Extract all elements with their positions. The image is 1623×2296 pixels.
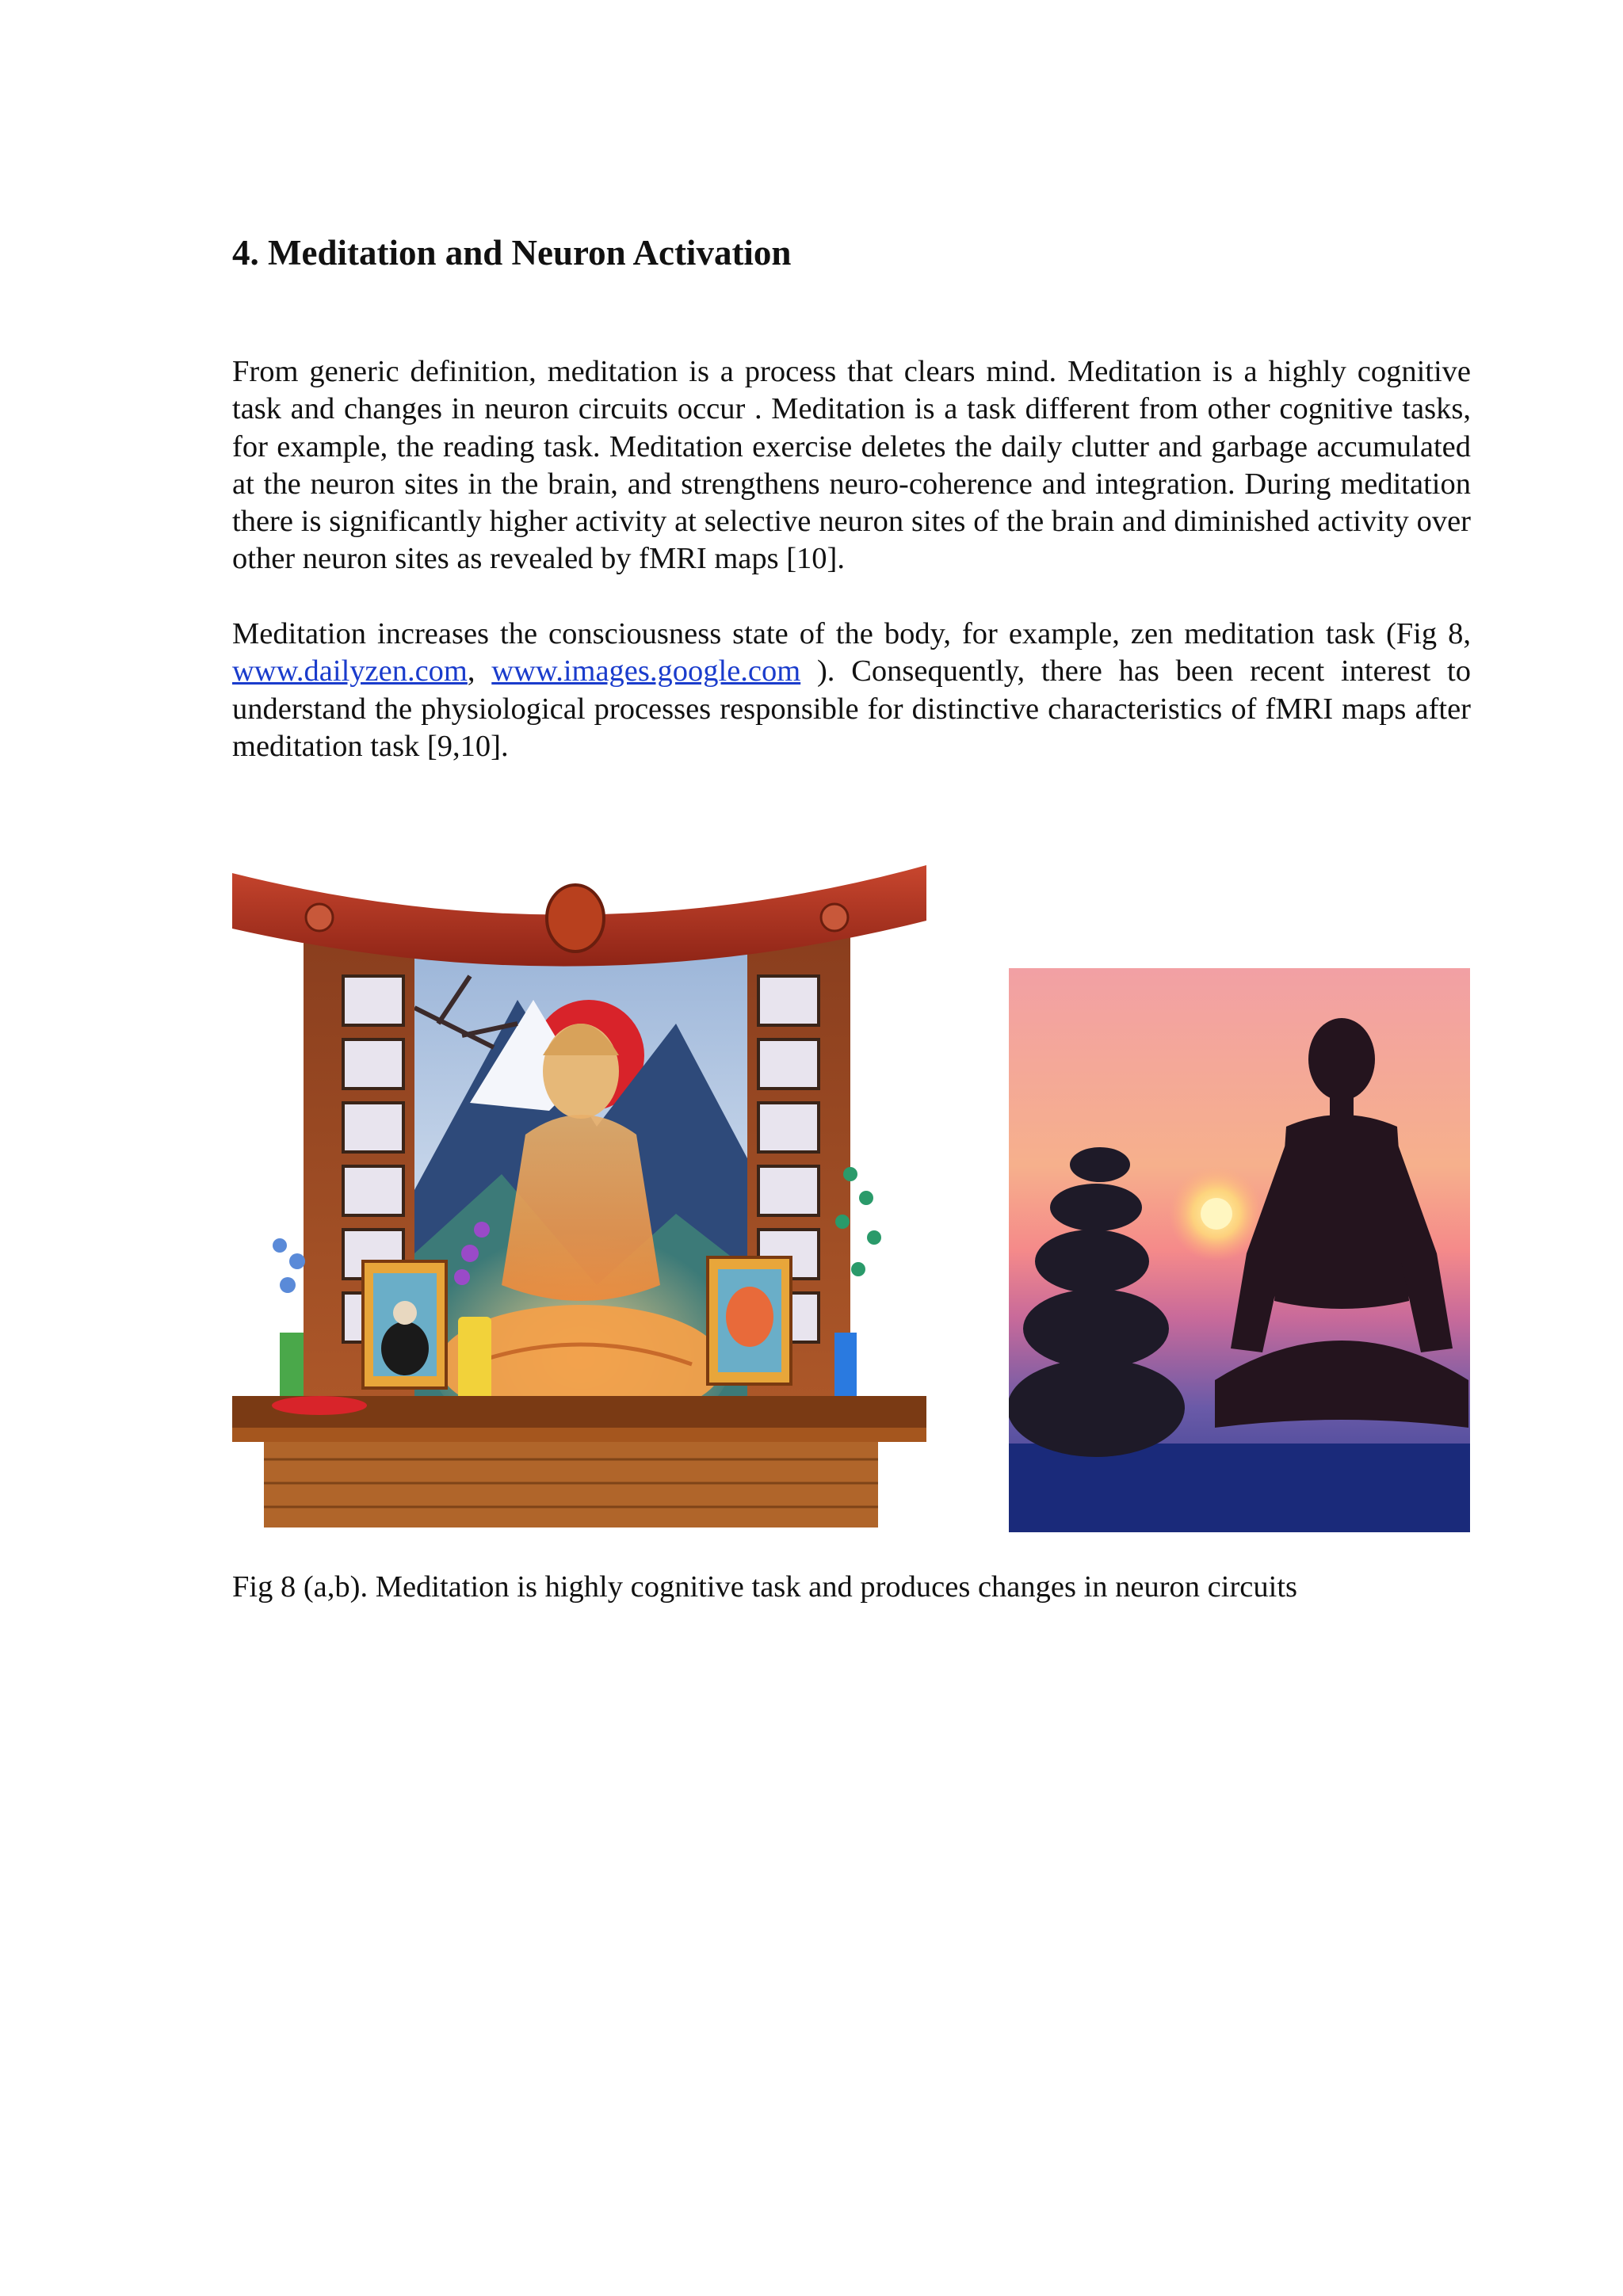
link-separator: ,	[467, 654, 492, 688]
dailyzen-link[interactable]: www.dailyzen.com	[232, 654, 468, 688]
google-images-link[interactable]: www.images.google.com	[491, 654, 801, 688]
paragraph-2-text-before: Meditation increases the consciousness state of the body, for example, zen meditation task (Fig 8,	[232, 617, 1471, 650]
section-heading: 4. Meditation and Neuron Activation	[232, 233, 792, 273]
figure-8b-sunset-meditation-image	[1009, 968, 1470, 1532]
paragraph-2	[232, 616, 1471, 765]
figure-8a-zen-shrine-image	[232, 841, 926, 1527]
figure-caption: Fig 8 (a,b). Meditation is highly cognitive task and produces changes in neuron circuits	[232, 1570, 1298, 1604]
paragraph-1: From generic definition, meditation is a process that clears mind. Meditation is a highly cognitive task and changes in neuron circuits occur . Meditation is a task different from other cognitive tasks, for example, the reading task. Meditation exercise deletes the daily clutter and garbage accumulated at the neuron sites in the brain, and strengthens neuro-coherence and integration. During meditation there is significantly higher activity at selective neuron sites of the brain and diminished activity over other neuron sites as revealed by fMRI maps [10].	[232, 355, 1471, 576]
paragraph-2-text-after: ). Consequently, there has been recent interest to understand the physiological processes responsible for distinctive characteristics of fMRI maps after meditation task [9,10].	[232, 654, 1472, 763]
